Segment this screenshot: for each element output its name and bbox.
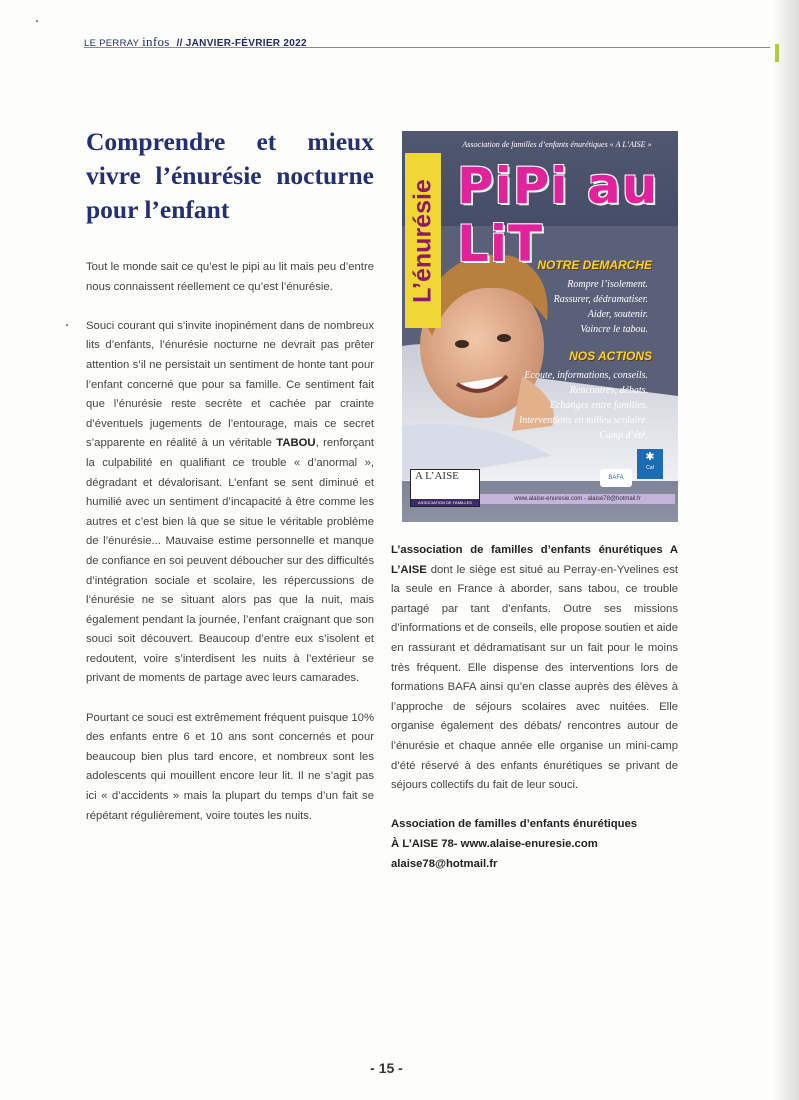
contact-block — [391, 815, 678, 874]
header-rule — [84, 47, 770, 48]
tabou-emphasis: TABOU — [276, 437, 316, 450]
poster-vertical-title — [405, 153, 441, 328]
poster-title: PiPi au LiT — [457, 157, 659, 273]
caf-star-icon: ✱ — [645, 451, 655, 463]
paragraph-frequence: Pourtant ce souci est extrêmement fréquent puisque 10% des enfants entre 6 et 10 ans sont concernés et pour beaucoup bien plus tard encore, et nombreux sont les adolescents qui mouillent encore leur lit. Il ne s’agit pas ici « d’accidents » mais la plupart du temps d’un fait se répétant régulièrement, voire toutes les nuits. — [86, 711, 374, 822]
page-number: - 15 - — [370, 1060, 403, 1076]
poster-actions-list — [519, 368, 648, 443]
poster-footer-contact: www.alaise-enuresie.com - alaise78@hotmail.fr — [480, 494, 675, 504]
association-paragraph — [391, 541, 678, 796]
poster-action-item: Ecoute, informations, conseils. — [524, 370, 648, 381]
aise-logo — [410, 469, 480, 507]
page-edge-mark — [775, 44, 779, 62]
caf-logo — [637, 449, 663, 479]
poster-action-item: Echanges entre familles. — [549, 400, 648, 411]
association-name: L’association de familles d’enfants énurétiques A L’AISE — [391, 544, 678, 576]
publication-brand: infos — [142, 34, 170, 49]
bafa-logo: BAFA — [600, 469, 632, 487]
poster-demarche-item: Rassurer, dédramatiser. — [553, 294, 648, 305]
poster-demarche-list — [554, 277, 648, 337]
aise-logo-name: A L’AISE — [415, 470, 459, 482]
aise-logo-caption: ASSOCIATION DE FAMILLES — [411, 499, 479, 506]
contact-line-website: À L’AISE 78- www.alaise-enuresie.com — [391, 837, 598, 850]
scan-speck — [36, 20, 38, 22]
article-title: Comprendre et mieux vivre l’énurésie nocturne pour l’enfant — [86, 127, 374, 224]
paragraph-souci-end: , renforçant la culpabilité en qualifiant ce trouble « d’anormal », dégradant et dévalorisant. L’enfant se sent diminué et humilié avec un sentiment d’incapacité à être comme les autres et c’est bien là que se situe le véritable problème de l’énurésie... Mauvaise estime personnelle et manque de confiance en soi peuvent déboucher sur des difficultés d’intégration sociale et scolaire, les répercussions de l’énurésie ne se situant alors pas que la nuit, mais également pendant la journée, l’enfant craignant que son souci soit découvert. Beaucoup d’entre eux s’isolent et redoutent, voire s’interdisent les nuits à l’extérieur se privant de moments de partage avec leurs camarades. — [86, 437, 374, 685]
right-column — [391, 541, 678, 874]
publication-prefix: LE PERRAY — [84, 38, 140, 49]
poster-action-item: Interventions en milieu scolaire. — [518, 415, 648, 426]
poster-actions-heading: NOS ACTIONS — [569, 349, 652, 363]
poster-action-item: Camp d’été. — [599, 430, 648, 441]
poster-demarche-item: Aider, soutenir. — [587, 309, 648, 320]
poster-demarche-item: Rompre l’isolement. — [567, 279, 648, 290]
paragraph-souci — [86, 317, 374, 689]
left-column — [86, 258, 374, 846]
poster-vertical-title-text: L’énurésie — [408, 178, 437, 303]
scan-speck — [66, 324, 68, 326]
caf-logo-text: Caf — [646, 465, 654, 471]
poster-image — [402, 131, 678, 522]
paragraph-souci-start: Souci courant qui s’invite inopinément dans de nombreux lits d’enfants, l’énurésie nocturne ne devrait pas prêter attention s’il ne persistait un sentiment de honte tant pour l’enfant concerné que pour sa famille. Ce sentiment fait que l’énurésie reste secrète et cachée par crainte d’éventuels jugements de l’entourage, mais ce secret s’apparente en réalité à un véritable — [86, 319, 374, 450]
poster-demarche-item: Vaincre le tabou. — [580, 324, 648, 335]
page-edge-shadow — [773, 0, 799, 1100]
paragraph-intro: Tout le monde sait ce qu’est le pipi au lit mais peu d’entre nous connaissent réellement ce qu’est l’énurésie. — [86, 261, 374, 293]
poster-demarche-heading: NOTRE DEMARCHE — [537, 258, 652, 272]
contact-line-association: Association de familles d’enfants énurétiques — [391, 818, 638, 831]
poster-association-line: Association de familles d’enfants énurétiques « A L’AISE » — [462, 140, 652, 149]
poster-action-item: Rencontres, débats. — [569, 385, 648, 396]
contact-line-email: alaise78@hotmail.fr — [391, 857, 498, 870]
issue-date: // JANVIER-FÉVRIER 2022 — [176, 38, 307, 49]
association-description: dont le siège est situé au Perray-en-Yvelines est la seule en France à aborder, sans tabou, ce trouble partagé par tant d’enfants. Outre ses missions d’informations et de conseils, elle propose soutien et aide en rassurant et dédramatisant sur un fait pour le moins très fréquent. Elle dispense des interventions lors de formations BAFA ainsi qu’en classe auprès des élèves à l’approche de séjours scolaires avec nuitées. Elle organise également des débats/ rencontres autour de l’énurésie et chaque année elle organise un mini-camp d’été réservé à des enfants énurétiques se privant de séjours collectifs du fait de leur souci. — [391, 563, 678, 792]
